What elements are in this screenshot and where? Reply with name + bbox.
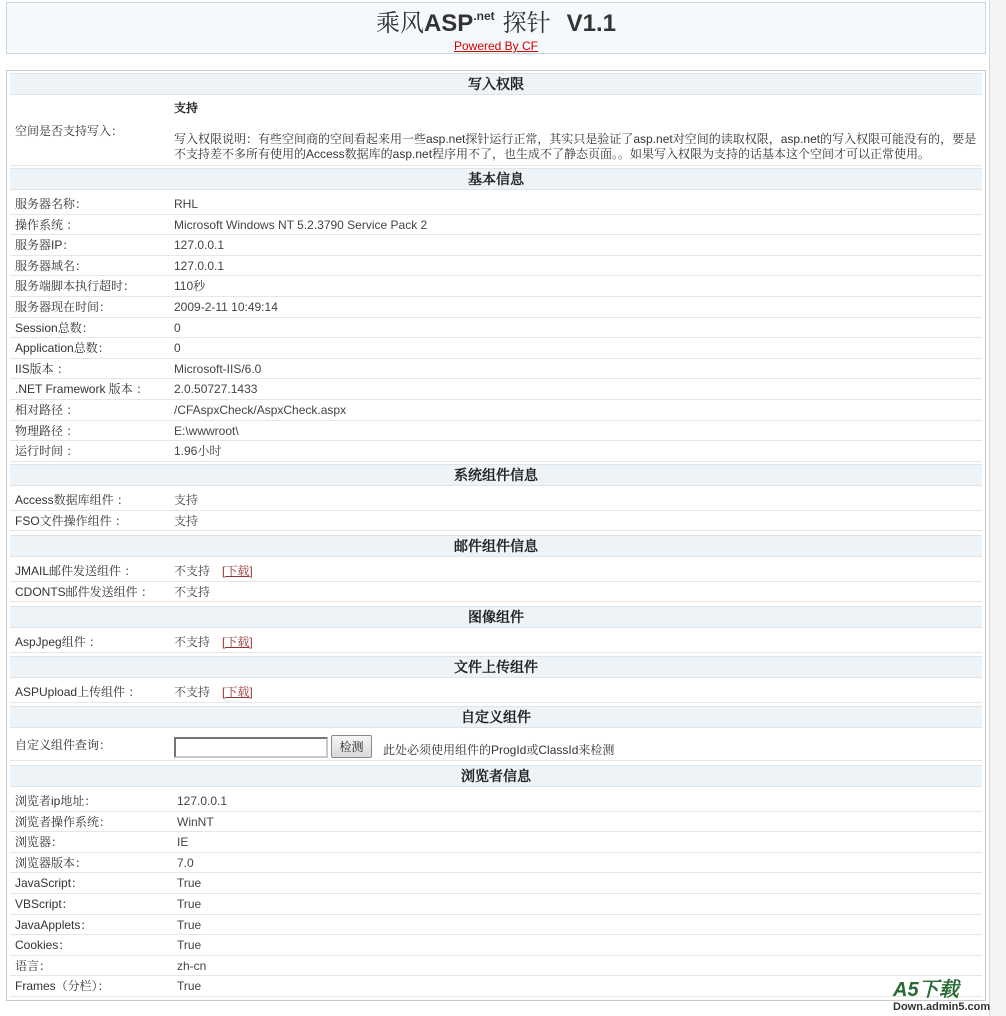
server-time-label: 服务器现在时间： (15, 299, 112, 314)
write-support-value: 支持 (174, 101, 199, 115)
iis-version-label: IIS版本 ： (15, 361, 70, 376)
relative-path-label: 相对路径 ： (15, 402, 79, 417)
vbscript-support-value: True (177, 896, 202, 911)
probe-table (6, 70, 986, 1001)
os-row (10, 215, 982, 236)
cookies-support-label: Cookies： (15, 938, 71, 953)
browser-version-value: 7.0 (177, 855, 194, 870)
mail-components-section (10, 535, 982, 602)
javaapplets-support-value: True (177, 917, 202, 932)
aspupload-component-label: ASPUpload上传组件 ： (15, 685, 141, 699)
aspupload-component-value: 不支持 (174, 685, 211, 699)
fso-component-label: FSO文件操作组件 ： (15, 513, 128, 528)
custom-component-label: 自定义组件查询： (15, 738, 112, 752)
check-button[interactable]: 检测 (331, 735, 372, 758)
dotnet-version-label: .NET Framework 版本 ： (15, 382, 149, 397)
browser-name-value: IE (177, 835, 189, 850)
browser-info-section (10, 765, 982, 997)
powered-by (7, 39, 985, 53)
cookies-support-value: True (177, 938, 202, 953)
server-ip-label: 服务器IP： (15, 238, 75, 253)
frames-support-label: Frames（分栏）： (15, 979, 110, 994)
browser-os-value: WinNT (177, 814, 214, 829)
server-ip-value: 127.0.0.1 (174, 238, 225, 253)
server-domain-value: 127.0.0.1 (174, 258, 225, 273)
uptime-value: 1.96小时 (174, 444, 222, 459)
browser-name-row (10, 832, 982, 853)
write-permission-note: 写入权限说明：有些空间商的空间看起来用一些asp.net探针运行正常，其实只是验证了asp.net对空间的读取权限，asp.net的写入权限可能没有的，要是不支持差不多所有使用的Access数据库的asp.net程序用不了，也生成不了静态页面。。如果写入权限为支持的话基本这个空间才可以正常使用。 (174, 132, 977, 161)
browser-ip-value: 127.0.0.1 (177, 794, 228, 808)
browser-ip-row (10, 791, 982, 812)
upload-components-section (10, 656, 982, 703)
cdonts-component-label: CDONTS邮件发送组件 ： (15, 584, 154, 599)
aspjpeg-download-link[interactable]: [下载] (222, 635, 253, 649)
custom-component-rows (10, 728, 982, 761)
section-header-system: 系统组件信息 (10, 464, 982, 486)
title-net-superscript: .net (473, 9, 495, 23)
page-header (6, 2, 986, 54)
browser-name-label: 浏览器： (15, 835, 64, 850)
session-count-label: Session总数： (15, 320, 94, 335)
os-label: 操作系统 ： (15, 217, 79, 232)
page-title (7, 9, 985, 39)
relative-path-value: /CFAspxCheck/AspxCheck.aspx (174, 402, 347, 417)
script-timeout-row (10, 276, 982, 297)
custom-component-section (10, 706, 982, 761)
browser-info-rows (10, 787, 982, 997)
custom-component-hint: 此处必须使用组件的ProgId或ClassId来检测 (383, 743, 615, 757)
image-components-rows (10, 628, 982, 653)
server-time-value: 2009-2-11 10:49:14 (174, 299, 278, 314)
cdonts-component-value: 不支持 (174, 584, 211, 599)
aspjpeg-component-value: 不支持 (174, 635, 211, 649)
cookies-support-row (10, 935, 982, 956)
frames-support-row (10, 976, 982, 997)
session-count-value: 0 (174, 320, 181, 335)
application-count-value: 0 (174, 341, 181, 356)
application-count-label: Application总数： (15, 341, 110, 356)
aspupload-download-link[interactable]: [下载] (222, 685, 253, 699)
javascript-support-value: True (177, 876, 202, 891)
script-timeout-label: 服务端脚本执行超时： (15, 279, 136, 294)
watermark-logo: A5下载 (893, 979, 959, 1001)
language-value: zh-cn (177, 958, 207, 973)
component-query-input[interactable] (174, 737, 328, 758)
vbscript-support-label: VBScript： (15, 896, 74, 911)
frames-support-value: True (177, 979, 202, 994)
section-header-custom: 自定义组件 (10, 706, 982, 728)
server-name-value: RHL (174, 197, 199, 211)
application-count-row (10, 338, 982, 359)
section-header-image: 图像组件 (10, 606, 982, 628)
session-count-row (10, 318, 982, 339)
upload-components-rows (10, 678, 982, 703)
cdonts-component-row (10, 582, 982, 603)
system-components-rows (10, 486, 982, 531)
title-version: V1.1 (566, 10, 617, 37)
browser-version-label: 浏览器版本： (15, 855, 88, 870)
write-support-label: 空间是否支持写入： (15, 124, 124, 138)
relative-path-row (10, 400, 982, 421)
uptime-label: 运行时间 ： (15, 444, 79, 459)
fso-component-value: 支持 (174, 513, 199, 528)
vertical-scrollbar[interactable] (989, 0, 1006, 1016)
access-component-row (10, 490, 982, 511)
dotnet-version-row (10, 379, 982, 400)
browser-ip-label: 浏览者ip地址： (15, 794, 97, 808)
javaapplets-support-row (10, 915, 982, 936)
powered-by-link[interactable]: Powered By CF (453, 39, 539, 53)
aspupload-component-row (10, 682, 982, 703)
os-value: Microsoft Windows NT 5.2.3790 Service Pack 2 (174, 217, 428, 232)
javascript-support-label: JavaScript： (15, 876, 84, 891)
write-permission-row (10, 95, 982, 166)
uptime-row (10, 441, 982, 462)
image-components-section (10, 606, 982, 653)
jmail-component-value: 不支持 (174, 564, 211, 578)
section-header-mail: 邮件组件信息 (10, 535, 982, 557)
physical-path-label: 物理路径 ： (15, 423, 79, 438)
script-timeout-value: 110秒 (174, 279, 206, 294)
physical-path-value: E:\wwwroot\ (174, 423, 239, 438)
basic-info-rows (10, 190, 982, 462)
vbscript-support-row (10, 894, 982, 915)
section-header-basic: 基本信息 (10, 168, 982, 190)
custom-component-row (10, 732, 982, 761)
watermark-site: Down.admin5.com (893, 1001, 991, 1013)
server-name-row (10, 194, 982, 215)
iis-version-value: Microsoft-IIS/6.0 (174, 361, 262, 376)
server-name-label: 服务器名称： (15, 197, 88, 211)
jmail-component-row (10, 561, 982, 582)
dotnet-version-value: 2.0.50727.1433 (174, 382, 258, 397)
language-label: 语言： (15, 958, 52, 973)
browser-os-label: 浏览者操作系统： (15, 814, 112, 829)
server-time-row (10, 297, 982, 318)
title-asp: ASP (423, 10, 474, 37)
title-name: 乘风 (375, 10, 424, 37)
section-header-upload: 文件上传组件 (10, 656, 982, 678)
watermark (893, 979, 990, 1013)
browser-os-row (10, 812, 982, 833)
physical-path-row (10, 421, 982, 442)
jmail-component-label: JMAIL邮件发送组件 ： (15, 564, 137, 578)
system-components-section (10, 464, 982, 531)
jmail-download-link[interactable]: [下载] (222, 564, 253, 578)
aspjpeg-component-row (10, 632, 982, 653)
fso-component-row (10, 511, 982, 532)
access-component-value: 支持 (174, 493, 199, 507)
aspjpeg-component-label: AspJpeg组件 ： (15, 635, 102, 649)
server-ip-row (10, 235, 982, 256)
section-header-browser: 浏览者信息 (10, 765, 982, 787)
browser-version-row (10, 853, 982, 874)
title-probe: 探针 (502, 10, 551, 37)
javascript-support-row (10, 873, 982, 894)
server-domain-label: 服务器域名： (15, 258, 88, 273)
mail-components-rows (10, 557, 982, 602)
language-row (10, 956, 982, 977)
write-permission-section (10, 73, 982, 166)
section-header-write: 写入权限 (10, 73, 982, 95)
access-component-label: Access数据库组件 ： (15, 493, 130, 507)
iis-version-row (10, 359, 982, 380)
basic-info-section (10, 168, 982, 462)
javaapplets-support-label: JavaApplets： (15, 917, 93, 932)
server-domain-row (10, 256, 982, 277)
